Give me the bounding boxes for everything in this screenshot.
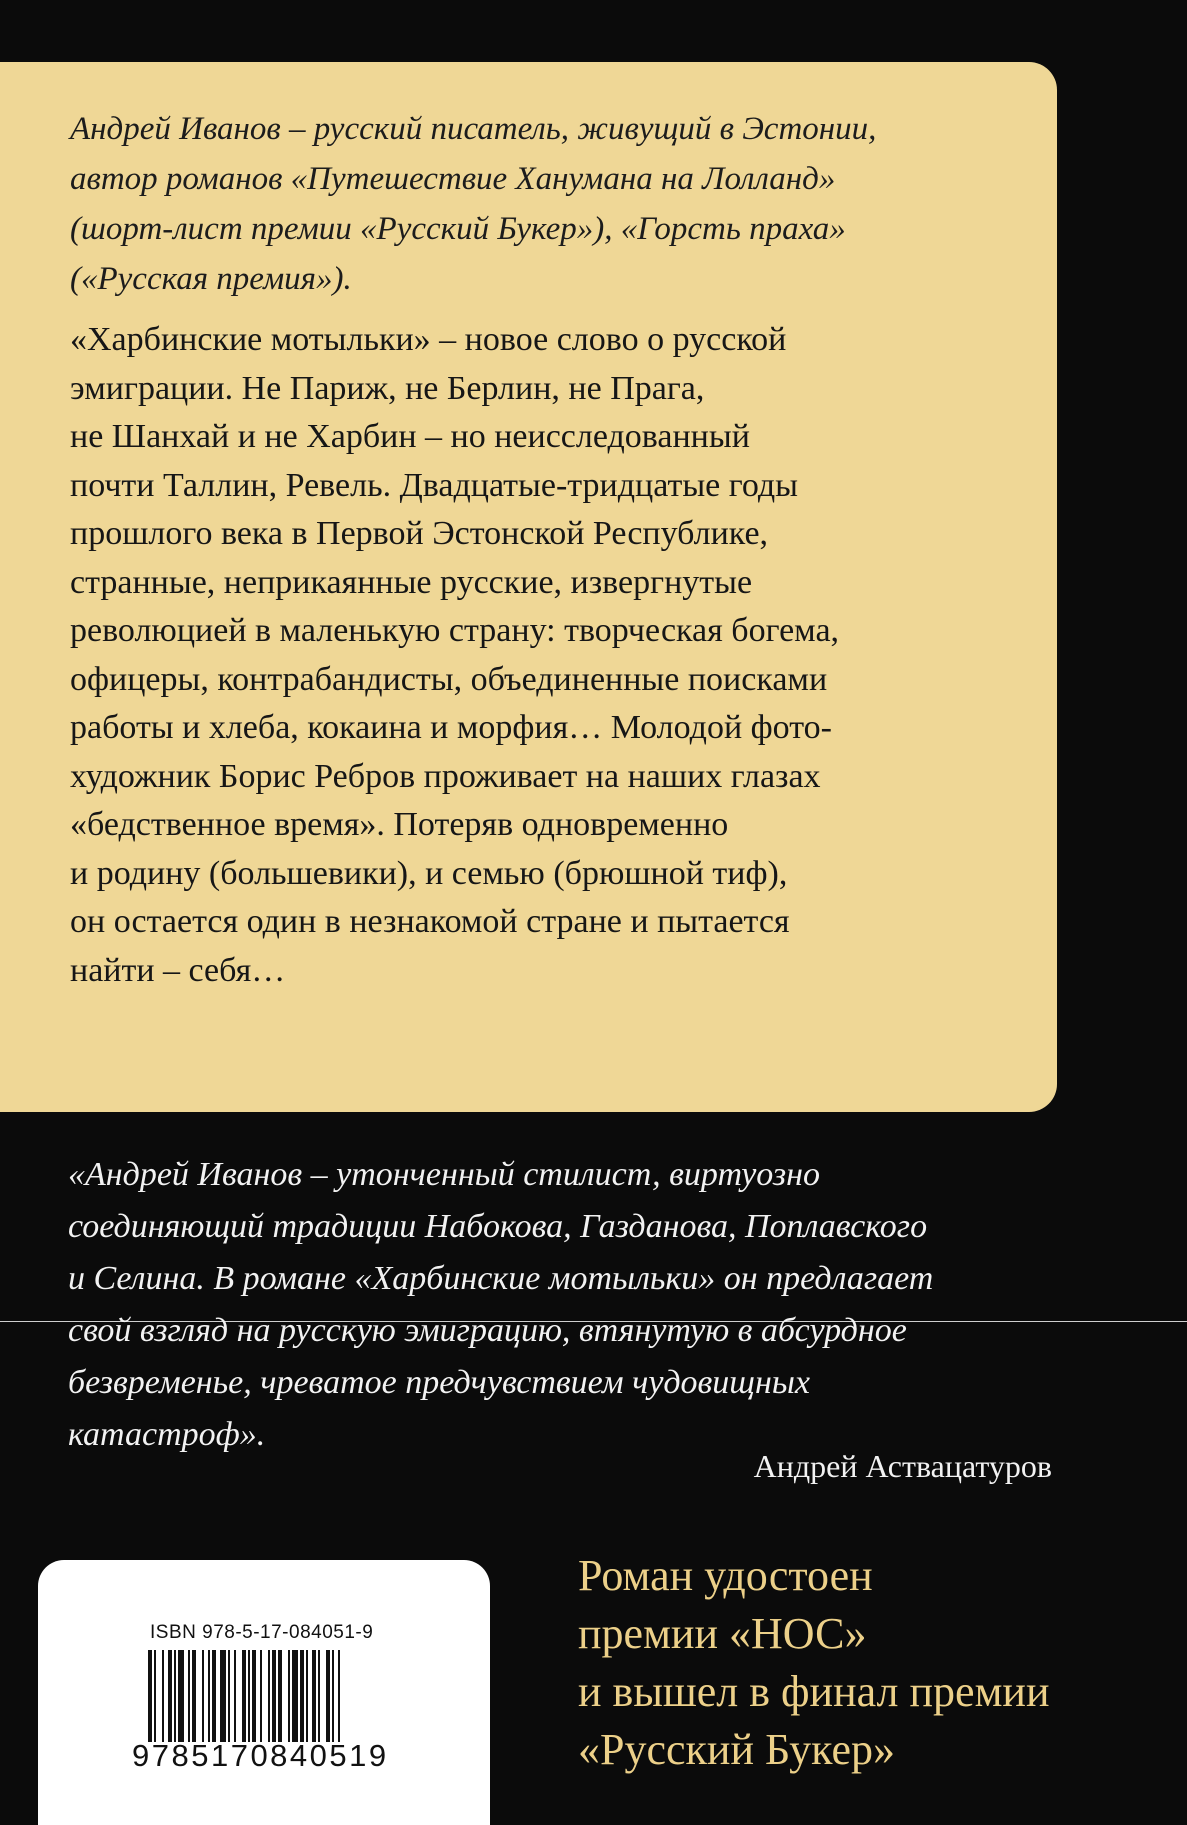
barcode-bar — [168, 1650, 172, 1742]
barcode-bar — [234, 1650, 236, 1742]
barcode-bar — [332, 1650, 334, 1742]
author-bio: Андрей Иванов – русский писатель, живущий в Эстонии, автор романов «Путешествие Ханумана на Лолланд» (шорт-лист премии «Русский Букер»), «Горсть праха» («Русская премия»). — [70, 111, 877, 297]
award-text: Роман удостоен премии «НОС» и вышел в финал премии «Русский Букер» — [578, 1551, 1050, 1774]
barcode-bar — [192, 1650, 196, 1742]
barcode-bar — [248, 1650, 250, 1742]
barcode-bar — [220, 1650, 226, 1742]
barcode-bar — [162, 1650, 164, 1742]
barcode-bar — [292, 1650, 298, 1742]
isbn-label: ISBN 978-5-17-084051-9 — [150, 1622, 374, 1643]
barcode-bar — [212, 1650, 216, 1742]
barcode-bar — [326, 1650, 330, 1742]
barcode-bar — [202, 1650, 204, 1742]
barcode-bar — [338, 1650, 340, 1742]
barcode-bar — [278, 1650, 282, 1742]
barcode-bar — [148, 1650, 152, 1742]
barcode-bar — [174, 1650, 176, 1742]
barcode-bar — [178, 1650, 184, 1742]
barcode-bar — [306, 1650, 308, 1742]
book-description: «Харбинские мотыльки» – новое слово о русской эмиграции. Не Париж, не Берлин, не Прага, не Шанхай и не Харбин – но неисследованный почти Таллин, Ревель. Двадцатые-тридцатые годы прошлого века в Первой Эстонской Республике, странные, неприкаянные русские, извергнутые революцией в маленькую страну: творческая богема, офицеры, контрабандисты, объединенные поисками работы и хлеба, кокаина и морфия… Молодой фото- художник Борис Ребров проживает на наших глазах «бедственное время». Потеряв одновременно и родину (большевики), и семью (брюшной тиф), он остается один в незнакомой стране и пытается найти – себя… — [70, 321, 840, 989]
barcode-bar — [312, 1650, 316, 1742]
barcode-bar — [228, 1650, 230, 1742]
barcode-bar — [208, 1650, 210, 1742]
barcode-bar — [288, 1650, 290, 1742]
barcode-digits: 9785170840519 — [132, 1738, 389, 1773]
barcode-bar — [272, 1650, 276, 1742]
barcode-bar — [300, 1650, 304, 1742]
barcode-bar — [318, 1650, 320, 1742]
review-quote: «Андрей Иванов – утонченный стилист, виртуозно соединяющий традиции Набокова, Газданова, Поплавского и Селина. В романе «Харбинские мотыльки» он предлагает свой взгляд на русскую эмиграцию, втянутую в абсурдное безвременье, чреватое предчувствием чудовищных катастроф». — [68, 1156, 934, 1453]
barcode-bar — [268, 1650, 270, 1742]
barcode-bar — [188, 1650, 190, 1742]
barcode-bar — [154, 1650, 156, 1742]
barcode-bar — [260, 1650, 262, 1742]
review-author: Андрей Аствацатуров — [753, 1448, 1052, 1484]
barcode-bar — [252, 1650, 256, 1742]
barcode-bar — [242, 1650, 246, 1742]
barcode-image — [148, 1650, 398, 1742]
